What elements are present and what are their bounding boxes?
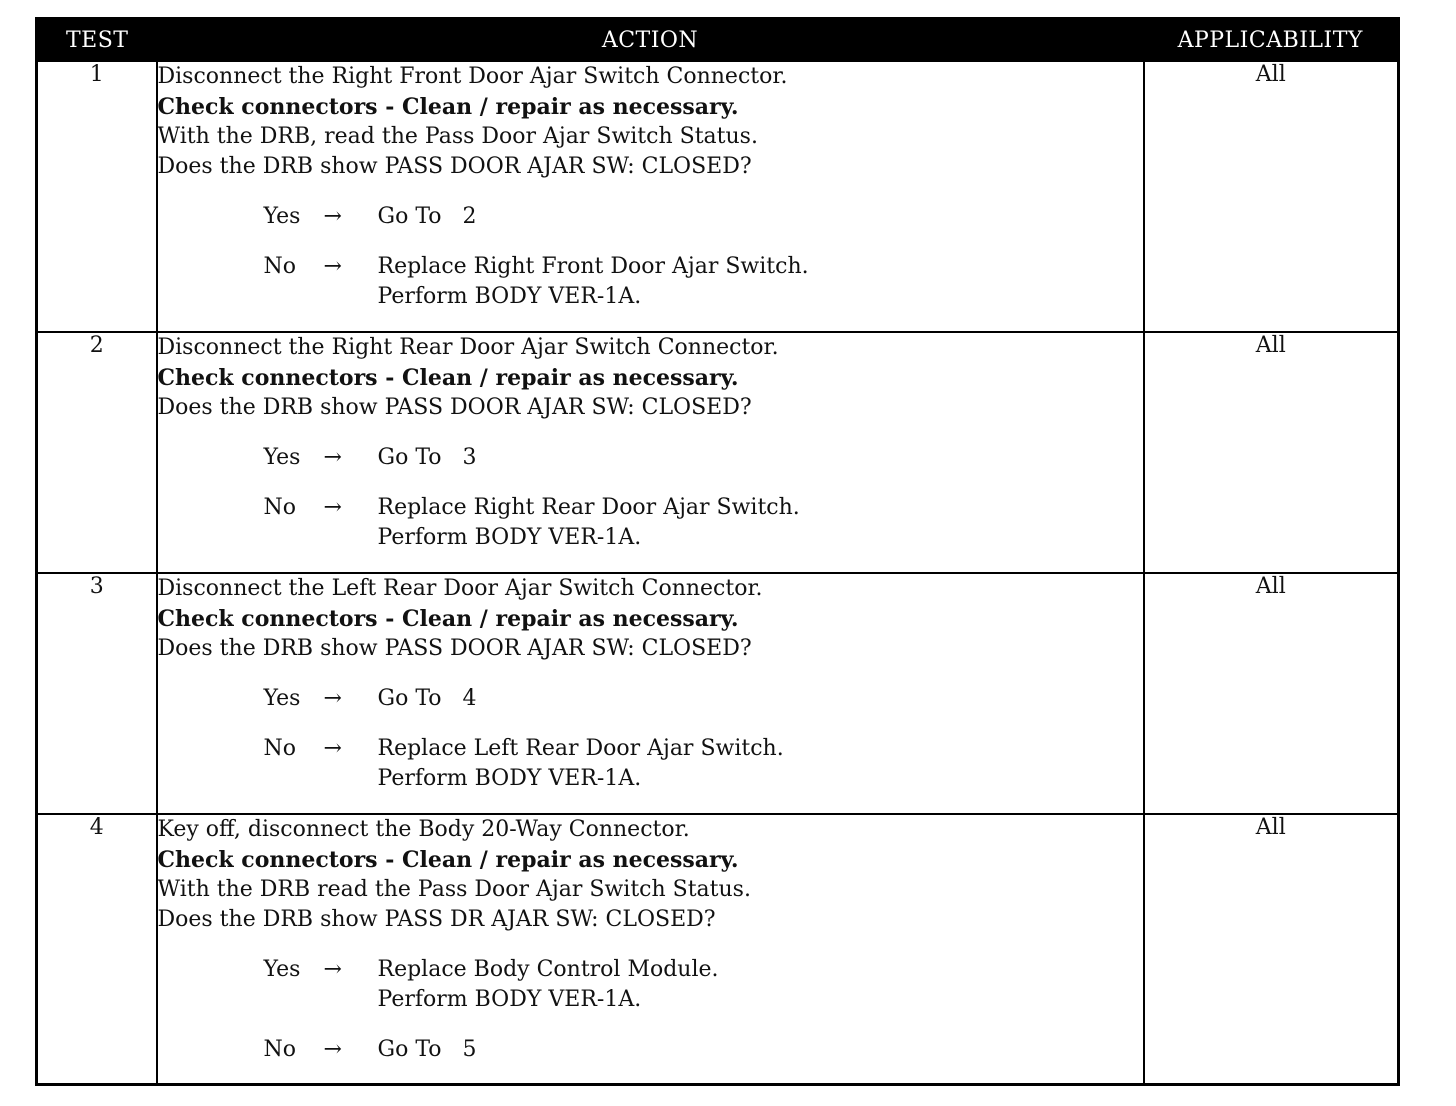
check-connectors-instruction: Check connectors - Clean / repair as necessary.: [157, 365, 739, 391]
result-line: Perform BODY VER-1A.: [377, 766, 642, 791]
response-answer: No: [263, 1037, 296, 1062]
result-line: Replace Right Front Door Ajar Switch.: [377, 254, 809, 279]
response-answer: Yes: [263, 445, 301, 470]
test-number: 4: [37, 814, 157, 1084]
result-line: Replace Left Rear Door Ajar Switch.: [377, 736, 784, 761]
result-line: Go To 3: [377, 445, 477, 470]
action-cell: [157, 61, 1144, 332]
yes-response: [264, 443, 1143, 473]
result-line: Replace Right Rear Door Ajar Switch.: [377, 495, 800, 520]
response-result: [378, 493, 800, 553]
no-response: [264, 1035, 1143, 1065]
header-applicability: APPLICABILITY: [1144, 19, 1399, 62]
right-arrow-icon: →: [323, 1037, 342, 1062]
test-number: 1: [37, 61, 157, 332]
diagnostic-test-table: [35, 17, 1400, 1086]
test-number: 3: [37, 573, 157, 814]
response-result: [378, 1035, 477, 1065]
right-arrow-icon: →: [323, 495, 342, 520]
result-line: Go To 2: [377, 204, 477, 229]
response-answer: Yes: [263, 957, 301, 982]
response-answer: Yes: [263, 686, 301, 711]
check-connectors-instruction: Check connectors - Clean / repair as necessary.: [157, 94, 739, 120]
table-body: [37, 61, 1399, 1084]
action-instruction: Does the DRB show PASS DOOR AJAR SW: CLOSED?: [157, 154, 752, 179]
right-arrow-icon: →: [323, 686, 342, 711]
right-arrow-icon: →: [323, 957, 342, 982]
applicability-value: All: [1144, 573, 1399, 814]
result-line: Go To 4: [377, 686, 477, 711]
right-arrow-icon: →: [323, 204, 342, 229]
action-instruction: Does the DRB show PASS DOOR AJAR SW: CLOSED?: [157, 636, 752, 661]
action-instruction: Disconnect the Left Rear Door Ajar Switch Connector.: [157, 576, 763, 601]
response-answer: No: [263, 495, 296, 520]
table-row: [37, 61, 1399, 332]
response-result: [378, 443, 477, 473]
result-line: Perform BODY VER-1A.: [377, 525, 642, 550]
action-cell: [157, 814, 1144, 1084]
response-result: [378, 252, 809, 312]
action-cell: [157, 332, 1144, 573]
no-response: [264, 252, 1143, 312]
action-instruction: With the DRB, read the Pass Door Ajar Switch Status.: [157, 124, 758, 149]
response-answer: No: [263, 254, 296, 279]
yes-response: [264, 202, 1143, 232]
header-action: ACTION: [157, 19, 1144, 62]
table-row: [37, 332, 1399, 573]
table-row: [37, 814, 1399, 1084]
result-line: Perform BODY VER-1A.: [377, 987, 642, 1012]
response-answer: Yes: [263, 204, 301, 229]
table-row: [37, 573, 1399, 814]
response-result: [378, 734, 784, 794]
table-header-row: [37, 19, 1399, 62]
result-line: Go To 5: [377, 1037, 477, 1062]
response-result: [378, 684, 477, 714]
no-response: [264, 493, 1143, 553]
action-instruction: Key off, disconnect the Body 20-Way Connector.: [157, 817, 690, 842]
response-result: [378, 202, 477, 232]
response-result: [378, 955, 719, 1015]
result-line: Perform BODY VER-1A.: [377, 284, 642, 309]
yes-response: [264, 955, 1143, 1015]
yes-response: [264, 684, 1143, 714]
action-instruction: Disconnect the Right Rear Door Ajar Switch Connector.: [157, 335, 779, 360]
header-test: TEST: [37, 19, 157, 62]
action-instruction: Does the DRB show PASS DR AJAR SW: CLOSED?: [157, 907, 716, 932]
right-arrow-icon: →: [323, 736, 342, 761]
result-line: Replace Body Control Module.: [377, 957, 719, 982]
action-instruction: Does the DRB show PASS DOOR AJAR SW: CLOSED?: [157, 395, 752, 420]
response-answer: No: [263, 736, 296, 761]
action-instruction: With the DRB read the Pass Door Ajar Switch Status.: [157, 877, 751, 902]
check-connectors-instruction: Check connectors - Clean / repair as necessary.: [157, 606, 739, 632]
right-arrow-icon: →: [323, 445, 342, 470]
right-arrow-icon: →: [323, 254, 342, 279]
action-instruction: Disconnect the Right Front Door Ajar Switch Connector.: [157, 64, 788, 89]
applicability-value: All: [1144, 814, 1399, 1084]
applicability-value: All: [1144, 332, 1399, 573]
action-cell: [157, 573, 1144, 814]
check-connectors-instruction: Check connectors - Clean / repair as necessary.: [157, 847, 739, 873]
test-number: 2: [37, 332, 157, 573]
no-response: [264, 734, 1143, 794]
applicability-value: All: [1144, 61, 1399, 332]
